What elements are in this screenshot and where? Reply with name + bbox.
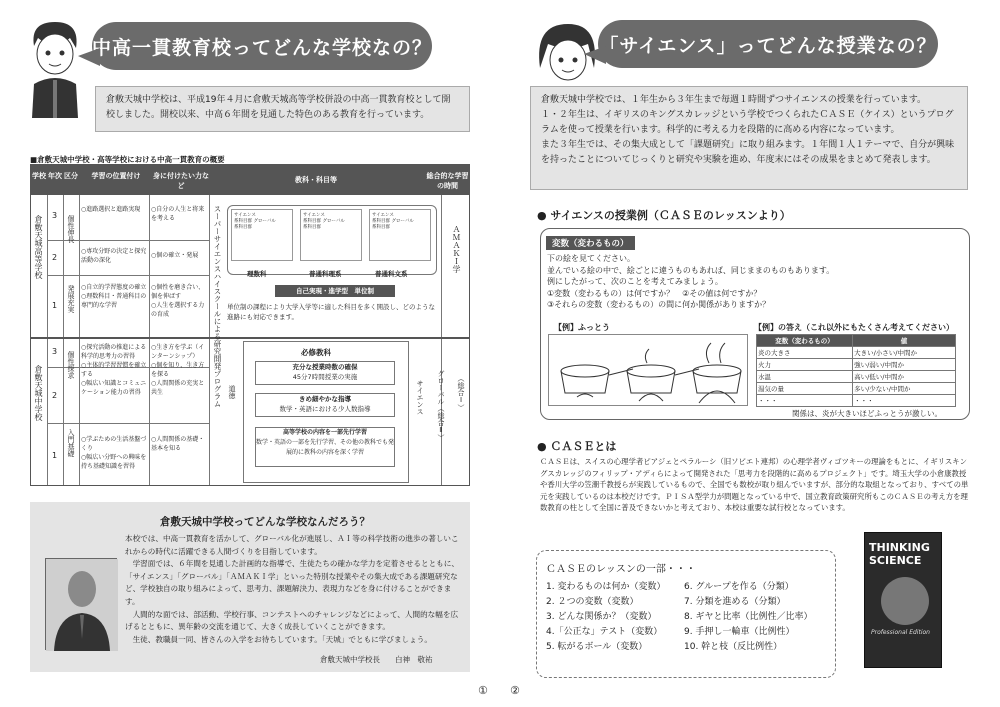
position-j1: ○学ぶための生活基盤づくり ○幅広い分野への興味を持ち基礎知識を習得 — [81, 436, 147, 470]
book-subtitle: Professional Edition — [871, 629, 930, 636]
junior-box-3: 高等学校の内容を一部先行学習 数学・英語の一部を先行学習、その他の教科でも発展的に教科の内容を深く学習 — [255, 427, 395, 467]
ssh-program-label: スーパーサイエンスハイスクールによる研究開発プログラム — [213, 205, 222, 408]
high-school-label: 倉敷天城高等学校 — [34, 215, 43, 279]
position-h2: ○専攻分野の決定と探究活動の深化 — [81, 248, 147, 264]
global-label: グローバル（総合Ⅱ） — [437, 370, 445, 441]
science-label: サイエンス — [416, 380, 424, 415]
stage-exploration: 個性探求 — [67, 351, 75, 379]
list-item: 2. ２つの変数（変数） — [546, 597, 639, 607]
self-realization-badge: 自己実現・進学型 単位制 — [275, 285, 395, 297]
header-category: 区分 — [64, 172, 78, 180]
answer-header-variable: 変数（変わるもの） — [757, 335, 853, 347]
stage-development: 発展充実 — [67, 285, 75, 313]
list-item: 4.「公正な」テスト（変数） — [546, 627, 663, 637]
junior-box-2: きめ細やかな指導 数学・英語における少人数指導 — [255, 393, 395, 417]
case-lessons-right — [684, 580, 812, 655]
year-h3: 3 — [52, 211, 58, 220]
answer-label: 【例】の答え（これ以外にもたくさん考えてください） — [754, 323, 954, 332]
ability-h3: ○自分の人生と将来を考える — [151, 206, 205, 222]
left-intro-box — [95, 86, 470, 132]
table-row: 湯気の量 多い/少ない/中間か — [757, 383, 956, 395]
boiling-illustration — [548, 334, 748, 406]
course-box-3: サイエンス 系科目群 グローバル 系科目群 — [369, 209, 431, 261]
principal-message: 本校では、中高一貫教育を活かして、グローバル化が進展し、ＡＩ等の科学技術の進歩の著しいこれからの時代に活躍できる人間づくりを目指しています。 学習面では、６年間を見通した計画的な指導で、生徒たちの確かな学力を定着させるとともに、「サイエンス」「グローバル」「ＡＭＡＫＩ学」といった特別な授業やその集大成である課題研究など、学校独自の取り組みによって、思考力、課題解決力、表現力などを身に付けることができます。 人間的な面では、部活動、学校行事、コンテストへのチャレンジなどによって、人間的な幅を広げるとともに、異年齢の交流を通じて、大きく成長していくことができます。 生徒、教職員一同、皆さんの入学をお待ちしています。「天城」でともに学びましょう。 — [125, 534, 459, 644]
right-intro-box — [530, 86, 968, 190]
table-caption: ■倉敷天城中学校・高等学校における中高一貫教育の概要 — [30, 155, 225, 164]
junior-school-label: 倉敷天城中学校 — [34, 365, 43, 421]
answer-header-value: 値 — [853, 335, 956, 347]
year-h2: 2 — [52, 253, 58, 262]
list-item: 3. どんな関係か？（変数） — [546, 612, 657, 622]
list-item: 7. 分類を進める（分類） — [684, 597, 786, 607]
principal-title: 倉敷天城中学校ってどんな学校なんだろう？ — [160, 516, 370, 528]
case-lessons-title: ＣＡＳＥのレッスンの一部・・・ — [546, 564, 696, 575]
header-year: 年次 — [48, 172, 62, 180]
lesson-tag: 変数（変わるもの） — [546, 236, 635, 250]
position-h1: ○自立的学習態度の確立 ○理数科目・普通科目の専門的な学習 — [81, 284, 147, 309]
page-number-2: ② — [510, 684, 520, 697]
junior-box-1: 充分な授業時数の確保 45分7時間授業の実施 — [255, 361, 395, 385]
year-h1: 1 — [52, 301, 58, 310]
table-row: 炎の大きさ 大きい/小さい/中間か — [757, 347, 956, 359]
integrated-1-label: （総合Ⅰ） — [457, 375, 465, 411]
course-general-hum: 普通科文系 — [375, 270, 408, 278]
course-box-1: サイエンス 系科目群 グローバル 系科目群 — [231, 209, 293, 261]
position-j32: ○探究活動の推進による科学的思考力の習得 ○主体的学習習慣を確立する ○幅広い知識とコミュニケーション能力の習得 — [81, 344, 147, 396]
right-title-bubble — [598, 20, 938, 68]
left-intro-text: 倉敷天城中学校は、平成19年４月に倉敷天城高等学校併設の中高一貫教育校として開校しました。開校以来、中高６年間を見通した特色のある教育を行っています。 — [106, 95, 451, 120]
unit-note: 単位制の課程により大学入学等に適した科目を多く開設し、どのような進路にも対応できます。 — [227, 303, 435, 321]
list-item: 5. 転がるボール（変数） — [546, 642, 648, 652]
year-j3: 3 — [52, 347, 58, 356]
overview-table — [30, 164, 470, 486]
ability-h1: ○個性を磨き合い、個を伸ばす ○人生を選択する力の育成 — [151, 284, 205, 318]
right-intro-text: 倉敷天城中学校では、１年生から３年生まで毎週１時間ずつサイエンスの授業を行っています。 １・２年生は、イギリスのキングスカレッジという学校でつくられたＣＡＳＥ（ケイス）というプログラムを使って授業を行います。科学的に考える力を段階的に高める内容になっています。 また３年生では、その集大成として「課題研究」に取り組みます。１年間１人１テーマで、自分が興味を持ったことについてじっくりと研究や実験を進め、年度末にはその成果をまとめて発表します。 — [541, 95, 955, 165]
ability-h2: ○個の確立・発展 — [151, 252, 199, 259]
principal-signature: 倉敷天城中学校長 白神 敬祐 — [320, 655, 433, 664]
course-general-sci: 普通科理系 — [309, 270, 342, 278]
header-ability: 身に付けたい力など — [153, 172, 209, 190]
list-item: 6. グループを作る（分類） — [684, 582, 794, 592]
case-lessons-left — [546, 580, 665, 655]
header-integrated-study: 総合的な学習の時間 — [426, 172, 469, 190]
list-item: 10. 幹と枝（反比例性） — [684, 642, 783, 652]
course-box-2: サイエンス 系科目群 グローバル 系科目群 — [300, 209, 362, 261]
course-science: 理数科 — [247, 270, 267, 278]
table-row: 火力 強い/弱い/中間か — [757, 359, 956, 371]
right-page-title: 「サイエンス」ってどんな授業なの？ — [599, 34, 937, 57]
lesson-text: 下の絵を見てください。 並んでいる絵の中で、絵ごとに違うものもあれば、同じままのものもあります。 例にしたがって、次のことを考えてみましょう。 ①変数（変わるもの）は何ですか？ ②その値は何ですか？ ③それらの変数（変わるもの）の間に何か関係がありますか？ — [547, 254, 835, 309]
table-header-row — [31, 165, 469, 195]
year-j1: 1 — [52, 451, 58, 460]
stage-individuality: 個性伸長 — [67, 215, 75, 243]
book-title: THINKING SCIENCE — [869, 541, 930, 567]
stage-foundation: 入門基礎 — [67, 429, 75, 457]
table-row: 水温 高い/低い/中間か — [757, 371, 956, 383]
ability-j32: ○生き方を学ぶ（インターンシップ） ○個を知り、生き方を探る ○人間関係の充実と共生 — [151, 344, 205, 396]
list-item: 1. 変わるものは何か（変数） — [546, 582, 666, 592]
left-title-bubble — [92, 22, 432, 70]
case-description: ＣＡＳＥは、スイスの心理学者ピアジェとペラルーシ（旧ソビエト連邦）の心理学者ヴィゴツキーの理論をもとに、イギリスキングスカレッジのフィリップ・アディらによって開発された「思考力を段階的に高めるプロジェクト」です。埼玉大学の小倉康教授や香川大学の笠潮千教授らが実践しているもので、全国でも数校が取り組んでいますが、部分的な取組となっており、すべての単元を実践しているのは本校だけです。ＰＩＳＡ型学力が問題となっている中で、国立教育政策研究所もこのＣＡＳＥの考え方を理数教育の柱として全国に普及できないかと考えており、本校は重要な試行校となっています。 — [540, 457, 969, 513]
amaki-study-label: ＡＭＡＫＩ学 — [452, 225, 461, 273]
page-number-1: ① — [478, 684, 488, 697]
list-item: 8. ギヤと比率（比例性／比率） — [684, 612, 813, 622]
case-heading: ● ＣＡＳＥとは — [537, 440, 617, 453]
required-subjects-title: 必修教科 — [301, 348, 331, 357]
table-row: ・・・ ・・・ — [757, 395, 956, 407]
principal-photo — [45, 558, 117, 650]
year-j2: 2 — [52, 391, 58, 400]
list-item: 9. 手押し一輪車（比例性） — [684, 627, 795, 637]
example-label: 【例】ふっとう — [554, 323, 610, 332]
position-h3: ○進路選択と進路実現 — [81, 206, 141, 213]
left-page-title: 中高一貫教育校ってどんな学校なの？ — [92, 36, 433, 59]
header-position: 学習の位置付け — [91, 172, 141, 180]
answer-note: 関係は、炎が大きいほどふっとうが激しい。 — [792, 409, 942, 418]
ability-j1: ○人間関係の基礎・基本を知る — [151, 436, 205, 452]
header-school: 学校 — [32, 172, 46, 180]
thinking-science-book-cover — [864, 532, 942, 668]
moral-label: 道徳 — [228, 385, 236, 399]
answer-table — [756, 334, 956, 407]
header-subjects: 教科・科目等 — [295, 176, 337, 184]
boy-character-illustration — [20, 18, 90, 118]
lesson-example-heading: ● サイエンスの授業例（ＣＡＳＥのレッスンより） — [537, 209, 791, 222]
